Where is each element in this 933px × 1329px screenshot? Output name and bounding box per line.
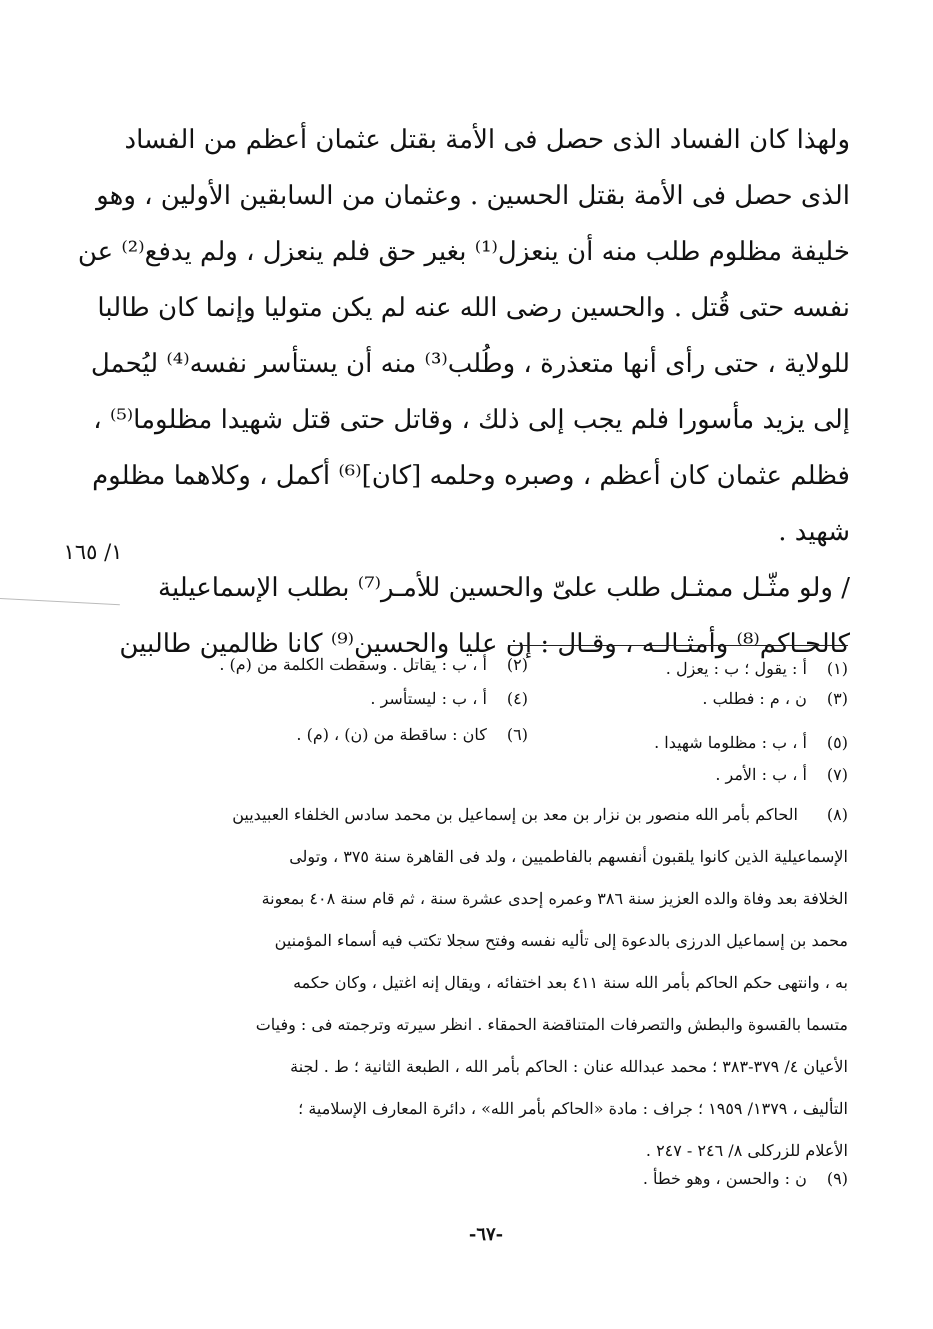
page-number: -٦٧- xyxy=(468,1224,504,1245)
footnote-8-line: الإسماعيلية الذين كانوا يلقبون أنفسهم بالفاطميين ، ولد فى القاهرة سنة ٣٧٥ ، وتولى xyxy=(289,847,848,866)
footnote-2 xyxy=(219,652,528,678)
text-line-10: كالحـاكم⁽⁸⁾ وأمثـالـه ، وقـال : إن عليا والحسين⁽⁹⁾ كانا ظالمين طالبين xyxy=(119,629,850,659)
text-line-5: للولاية ، حتى رأى أنها متعذرة ، وطُلب⁽³⁾ منه أن يستأسر نفسه⁽⁴⁾ ليُحمل xyxy=(90,349,850,379)
footnote-number: (٤) xyxy=(506,689,528,708)
footnote-text: أ ، ب : الأمر . xyxy=(715,765,807,784)
manuscript-folio-reference: ١/ ١٦٥ xyxy=(63,540,123,564)
footnote-text: أ ، ب : ليستأسر . xyxy=(370,689,487,708)
footnote-number: (١) xyxy=(826,659,848,678)
footnote-text: أ ، ب : مظلوما شهيدا . xyxy=(654,733,807,752)
footnote-number: (٢) xyxy=(506,655,528,674)
footnote-8-line: متسما بالقسوة والبطش والتصرفات المتناقضة الحمقاء . انظر سيرته وترجمته فى : وفيات xyxy=(255,1015,848,1034)
footnote-8-line: به ، وانتهى حكم الحاكم بأمر الله سنة ٤١١ بعد اختفائه ، ويقال إنه اغتيل ، وكان حكمه xyxy=(293,973,848,992)
footnote-1 xyxy=(666,656,848,682)
text-line-7: فظلم عثمان كان أعظم ، وصبره وحلمه [كان]⁽⁶⁾ أكمل ، وكلاهما مظلوم xyxy=(92,461,850,491)
text-line-3: خليفة مظلوم طلب منه أن ينعزل⁽¹⁾ بغير حق فلم ينعزل ، ولم يدفع⁽²⁾ عن xyxy=(77,237,850,267)
text-line-4: نفسه حتى قُتل . والحسين رضى الله عنه لم يكن متوليا وإنما كان طالبا xyxy=(97,293,850,323)
footnote-8-line: الحاكم بأمر الله منصور بن نزار بن معد بن إسماعيل بن محمد سادس الخلفاء العبيديين xyxy=(232,805,798,824)
text-line-1: ولهذا كان الفساد الذى حصل فى الأمة بقتل عثمان أعظم من الفساد xyxy=(124,125,850,155)
footnote-8-line: محمد بن إسماعيل الدرزى بالدعوة إلى تأليه نفسه وفتح سجلا تكتب فيه أسماء المؤمنين xyxy=(274,931,848,950)
footnote-text: أ ، ب : يقاتل . وسقطت الكلمة من (م) . xyxy=(219,655,487,674)
footnote-text: أ : يقول ؛ ب : يعزل . xyxy=(665,659,807,678)
footnote-8-line: التأليف ، ١٣٧٩/ ١٩٥٩ ؛ جراف : مادة «الحاكم بأمر الله» ، دائرة المعارف الإسلامية ؛ xyxy=(298,1099,848,1118)
footnote-8-line: الأعيان ٤/ ٣٧٩-٣٨٣ ؛ محمد عبدالله عنان : الحاكم بأمر الله ، الطبعة الثانية ؛ ط . لجنة xyxy=(290,1057,848,1076)
footnote-8 xyxy=(150,794,848,1172)
footnote-3 xyxy=(702,686,848,712)
footnote-8-line: الخلافة بعد وفاة والده العزيز سنة ٣٨٦ وعمره إحدى عشرة سنة ، ثم قام سنة ٤٠٨ بمعونة xyxy=(261,889,848,908)
footnote-8-line: الأعلام للزركلى ٨/ ٢٤٦ - ٢٤٧ . xyxy=(645,1141,848,1160)
footnote-number: (٧) xyxy=(826,765,848,784)
footnote-number: (٩) xyxy=(826,1169,848,1188)
footnote-text: ن : والحسن ، وهو خطأ . xyxy=(642,1169,807,1188)
footnote-4 xyxy=(370,686,528,712)
footnote-number: (٨) xyxy=(826,805,848,824)
footnote-number: (٣) xyxy=(826,689,848,708)
footnote-9 xyxy=(643,1166,848,1192)
footnote-6 xyxy=(296,722,528,748)
text-line-6: إلى يزيد مأسورا فلم يجب إلى ذلك ، وقاتل حتى قتل شهيدا مظلوما⁽⁵⁾ ، xyxy=(93,405,850,435)
footnote-7 xyxy=(715,762,848,788)
footnote-divider xyxy=(508,645,848,646)
scan-artifact-line xyxy=(0,598,120,605)
footnote-text: ن ، م : فطلب . xyxy=(702,689,807,708)
footnote-5 xyxy=(654,730,848,756)
footnote-text: كان : ساقطة من (ن) ، (م) . xyxy=(296,725,487,744)
text-line-8: شهيد . xyxy=(778,517,850,547)
footnote-number: (٦) xyxy=(506,725,528,744)
text-line-2: الذى حصل فى الأمة بقتل الحسين . وعثمان من السابقين الأولين ، وهو xyxy=(96,181,850,211)
text-line-9: / ولو مثّـل ممثـل طلب علىّ والحسين للأمـر⁽⁷⁾ بطلب الإسماعيلية xyxy=(158,573,850,603)
footnote-number: (٥) xyxy=(826,733,848,752)
